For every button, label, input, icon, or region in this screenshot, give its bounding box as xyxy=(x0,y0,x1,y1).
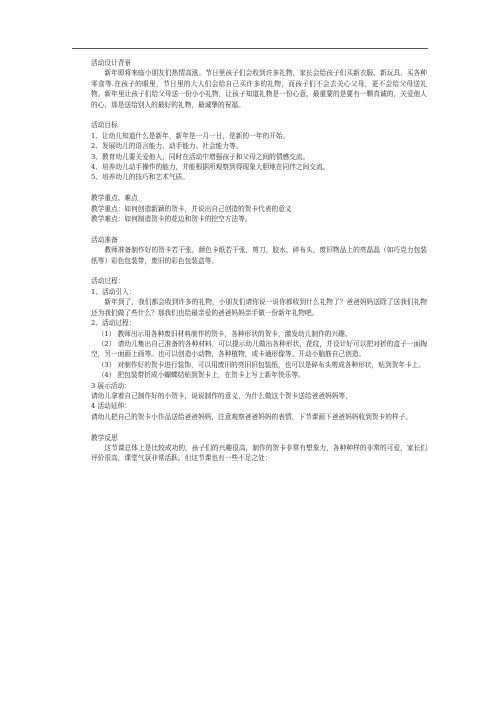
reflection-heading: 教学反思 xyxy=(91,433,118,442)
focus-difficulty: 教学难点：如何制造贺卡的花边和贺卡的挖空方法等。 xyxy=(91,215,252,224)
section-focus xyxy=(91,193,427,224)
section-goals xyxy=(91,120,427,182)
goal-item: 3、教育幼儿要关爱他人，同时在活动中增强孩子和父母之间的情感交流。 xyxy=(91,152,310,161)
background-heading: 活动设计背景 xyxy=(91,59,132,67)
process-step: （4） 把包装带折成小蝴蝶结贴到贺卡上，在贺卡上写上新年快乐等。 xyxy=(97,371,305,380)
background-paragraph: 新年即将来临小朋友们热情高涨。节日里孩子们会收到许多礼物，家长会给孩子们买新衣服、新玩具、买各种零食等.在孩子的眼里，节日里的大人们会给自己买许多的礼物，而孩子们不会去关心父母，更不会给父母送礼物。新年里让孩子们给父母送一份小小礼物，让孩子知道礼物是一份心意，最重要的是要有一颗真诚的，关爱他人的心，那是送给别人的最好的礼物，最诚挚的祝福。 xyxy=(91,69,427,109)
section-reflection xyxy=(91,433,427,464)
goal-item: 2、发展幼儿的语言能力、动手能力、社会能力等。 xyxy=(91,142,243,151)
goal-item: 1、让幼儿知道什么是新年，新年是一月一日，是新的一年的开始。 xyxy=(91,131,290,140)
process-step: （2） 请幼儿集出自己准备的各种材料，可以提示幼儿做出各种形状，花纹，并设计好可以把对折的盒子一面掏空，另一面画上画等。也可以创造小动物，各种植物，或卡通形像等。开动小脑筋自己创造。 xyxy=(91,339,427,359)
process-step: （1） 教师出示用各种废旧材料制作的贺卡，各种形状的贺卡，激发幼儿制作的兴趣。 xyxy=(97,329,352,338)
show-paragraph: 请幼儿拿着自己制作好的小贺卡，说说制作的意义，为什么做这个贺卡送给爸爸妈妈等， xyxy=(91,391,352,400)
process-step: （3） 对制作好的贺卡进行装饰，可以用废旧的亮旧旧包装纸，也可以是碎布头剪成各种形状，贴到贺年卡上。 xyxy=(97,360,426,369)
focus-heading: 教学重点、难点 xyxy=(91,194,138,203)
process-heading: 活动过程： xyxy=(91,277,125,286)
section-background xyxy=(91,58,427,110)
focus-key: 教学重点：如何创造新颖的贺卡，并说出自己创造的贺卡代表的意义 xyxy=(91,204,292,213)
intro-paragraph: 新年到了，我们都会收到许多的礼物，小朋友们请你说一说你都收到什么礼物了？爸爸妈妈送除了送我们礼物还为我们做了些什么？那我们也给最亲爱的爸爸妈妈亲手做一份新年礼物吧。 xyxy=(91,298,427,317)
section-prep xyxy=(91,235,427,266)
goals-heading: 活动目标 xyxy=(91,121,118,130)
prep-paragraph: 教师准备制作好的贺卡若干张，颜色卡纸若干张，剪刀，胶水，碎布头，废旧物品上的亮晶晶（如巧克力包装纸等）彩色包装带，废旧的彩色包装盒等。 xyxy=(91,246,427,265)
goal-item: 5、培养幼儿的技巧和艺术气质。 xyxy=(91,173,189,182)
prep-heading: 活动准备 xyxy=(91,235,118,244)
section-process xyxy=(91,276,427,422)
extend-paragraph: 请幼儿把自己的贺卡小作品送给爸爸妈妈，注意观察爸爸妈妈的表情，下节课画下爸爸妈妈收到贺卡的样子。 xyxy=(91,412,412,421)
intro-label: 1、活动引入： xyxy=(91,287,136,296)
header-rule xyxy=(72,48,428,49)
reflection-paragraph: 这节课总体上是比较成功的，孩子们的兴趣很高，制作的贺卡非常有想象力，各种种样的非常的可爱，家长们评价很高，课堂气氛非常活跃。但这节课也有一些不足之处： xyxy=(91,443,427,463)
document-body xyxy=(91,58,427,474)
steps-label: 2、活动过程： xyxy=(91,319,136,328)
goal-item: 4、培养幼儿动手操作的能力，并能根据所观察到得现象大胆地在同伴之间交流。 xyxy=(91,163,330,172)
show-label: 3 展示活动： xyxy=(91,381,131,390)
extend-label: 4 活动延伸： xyxy=(91,402,131,411)
